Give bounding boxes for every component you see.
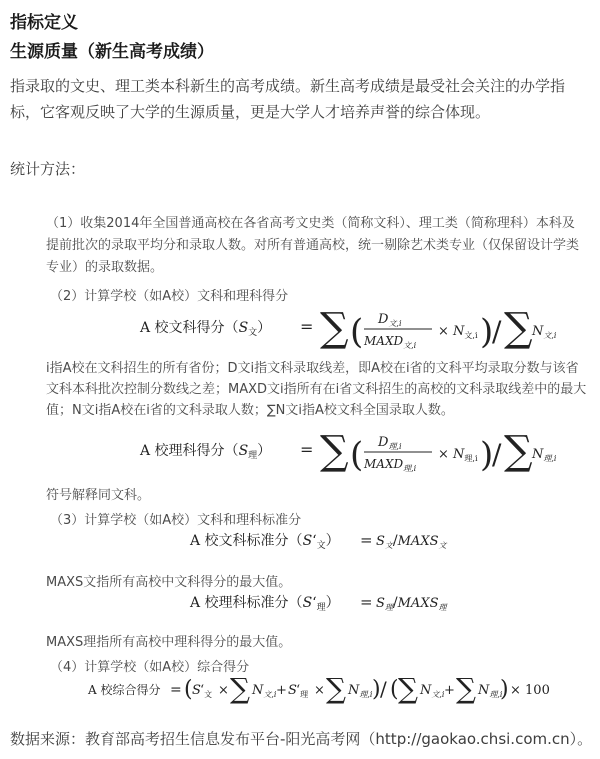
svg-text:∑: ∑ — [504, 305, 533, 351]
formula-arts-standard — [190, 528, 470, 554]
svg-text:): ) — [500, 677, 509, 702]
svg-text:A 校文科得分（S文）: A 校文科得分$(S_文)$ — [140, 320, 272, 338]
maxs-science-note: MAXS理指所有高校中理科得分的最大值。 — [46, 635, 292, 650]
svg-text:/: / — [380, 677, 387, 701]
svg-text:∑: ∑ — [398, 672, 418, 705]
formula-science-score — [140, 428, 557, 480]
data-source — [10, 728, 592, 749]
svg-text:D理,i: $D_{理,i}$ — [378, 435, 402, 451]
formula-arts-score — [140, 305, 557, 357]
svg-text:∑: ∑ — [320, 305, 349, 351]
svg-text:×: × — [314, 683, 325, 698]
formula-total-score — [88, 672, 558, 708]
svg-text:S: S — [288, 683, 297, 698]
svg-text:): ) — [480, 435, 494, 475]
svg-text:(: ( — [350, 312, 364, 352]
svg-text:∑: ∑ — [320, 428, 349, 474]
step-3: （3）计算学校（如A校）文科和理科标准分 — [50, 513, 302, 528]
svg-text:× 100: × 100 — [510, 683, 550, 698]
svg-text:S: S — [192, 683, 201, 698]
svg-text:): ) — [480, 312, 494, 352]
formula-description: i指A校在文科招生的所有省份；D文i指文科录取线差，即A校在i省的文科平均录取分数与该省文科本科批次控制分数线之差；MAXD文i指所有在i省文科招生的高校的文科录取线差中的最大值；N文i指A校在i省的文科录取人数；∑N文i指A校文科全国录取人数。 — [46, 361, 587, 418]
intro-paragraph: 指录取的文史、理工类本科新生的高考成绩。新生高考成绩是最受社会关注的办学指标，它客观反映了大学的生源质量，更是大学人才培养声誉的综合体现。 — [10, 77, 566, 121]
source-suffix: ）。 — [569, 730, 593, 748]
svg-text:=: = — [360, 593, 373, 611]
svg-text:/: / — [492, 315, 502, 348]
subheading: 生源质量（新生高考成绩） — [10, 42, 214, 62]
svg-text:(: ( — [184, 677, 193, 702]
svg-text:(: ( — [350, 435, 364, 475]
method-label: 统计方法： — [10, 160, 86, 178]
svg-text:× N理,i: × $N_{理,i}$ — [438, 447, 478, 463]
svg-text:=: = — [360, 531, 373, 549]
svg-text:N理,i: $N_{理,i}$ — [348, 683, 373, 699]
svg-text:MAXD理,i: $MAXD_{理,i}$ — [364, 457, 417, 473]
svg-text:× N文,i: × $N_{文,i}$ — [438, 324, 478, 340]
svg-text:N理,i: $N_{理,i}$ — [478, 683, 503, 699]
step-2: （2）计算学校（如A校）文科和理科得分 — [50, 289, 289, 304]
source-link[interactable]: http://gaokao.chsi.com.cn — [375, 730, 570, 748]
step-1: （1）收集2014年全国普通高校在各省高考文史类（简称文科）、理工类（简称理科）本科及提前批次的录取平均分和录取人数。对所有普通高校，统一剔除艺术类专业（仅保留设计学类专业）的录取数据。 — [46, 216, 580, 275]
svg-text:A 校理科得分（S理）: A 校理科得分$(S_理)$ — [140, 443, 272, 461]
step-4: （4）计算学校（如A校）综合得分 — [50, 660, 250, 675]
svg-text:(: ( — [390, 677, 399, 702]
svg-text:S文/MAXS文: $S_文/MAXS_文$ — [376, 533, 447, 550]
formula-science-standard — [190, 590, 470, 616]
svg-text:∑: ∑ — [326, 672, 346, 705]
svg-text:N理,i: $N_{理,i}$ — [532, 447, 557, 463]
svg-text:+: + — [444, 683, 455, 698]
heading: 指标定义 — [10, 13, 78, 33]
svg-text:∑: ∑ — [230, 672, 250, 705]
svg-text:/: / — [492, 438, 502, 471]
svg-text:S理/MAXS理: $S_理/MAXS_理$ — [376, 595, 447, 612]
svg-text:‘理: ‘$_理$ — [296, 683, 309, 699]
source-prefix: 数据来源：教育部高考招生信息发布平台-阳光高考网（ — [10, 730, 376, 748]
svg-text:+: + — [276, 683, 287, 698]
svg-text:A 校综合得分: A 校综合得分 — [88, 683, 161, 697]
svg-text:D文,i: $D_{文,i}$ — [378, 312, 402, 328]
svg-text:N文,i: $N_{文,i}$ — [252, 683, 277, 699]
maxs-arts-note: MAXS文指所有高校中文科得分的最大值。 — [46, 575, 292, 590]
svg-text:N文,i: $N_{文,i}$ — [420, 683, 445, 699]
svg-text:‘文: ‘$_文$ — [200, 683, 213, 699]
svg-text:=: = — [170, 682, 182, 698]
svg-text:A 校文科标准分（S‘文）: A 校文科标准分$(S‘_文)$ — [190, 533, 340, 551]
svg-text:A 校理科标准分（S‘理）: A 校理科标准分$(S‘_理)$ — [190, 595, 340, 613]
svg-text:=: = — [300, 317, 314, 336]
svg-text:∑: ∑ — [456, 672, 476, 705]
svg-text:=: = — [300, 440, 314, 459]
svg-text:N文,i: $N_{文,i}$ — [532, 324, 557, 340]
svg-text:MAXD文,i: $MAXD_{文,i}$ — [364, 334, 417, 350]
svg-text:∑: ∑ — [504, 428, 533, 474]
svg-text:×: × — [218, 683, 229, 698]
symbols-note: 符号解释同文科。 — [46, 488, 151, 503]
svg-text:): ) — [372, 677, 381, 702]
